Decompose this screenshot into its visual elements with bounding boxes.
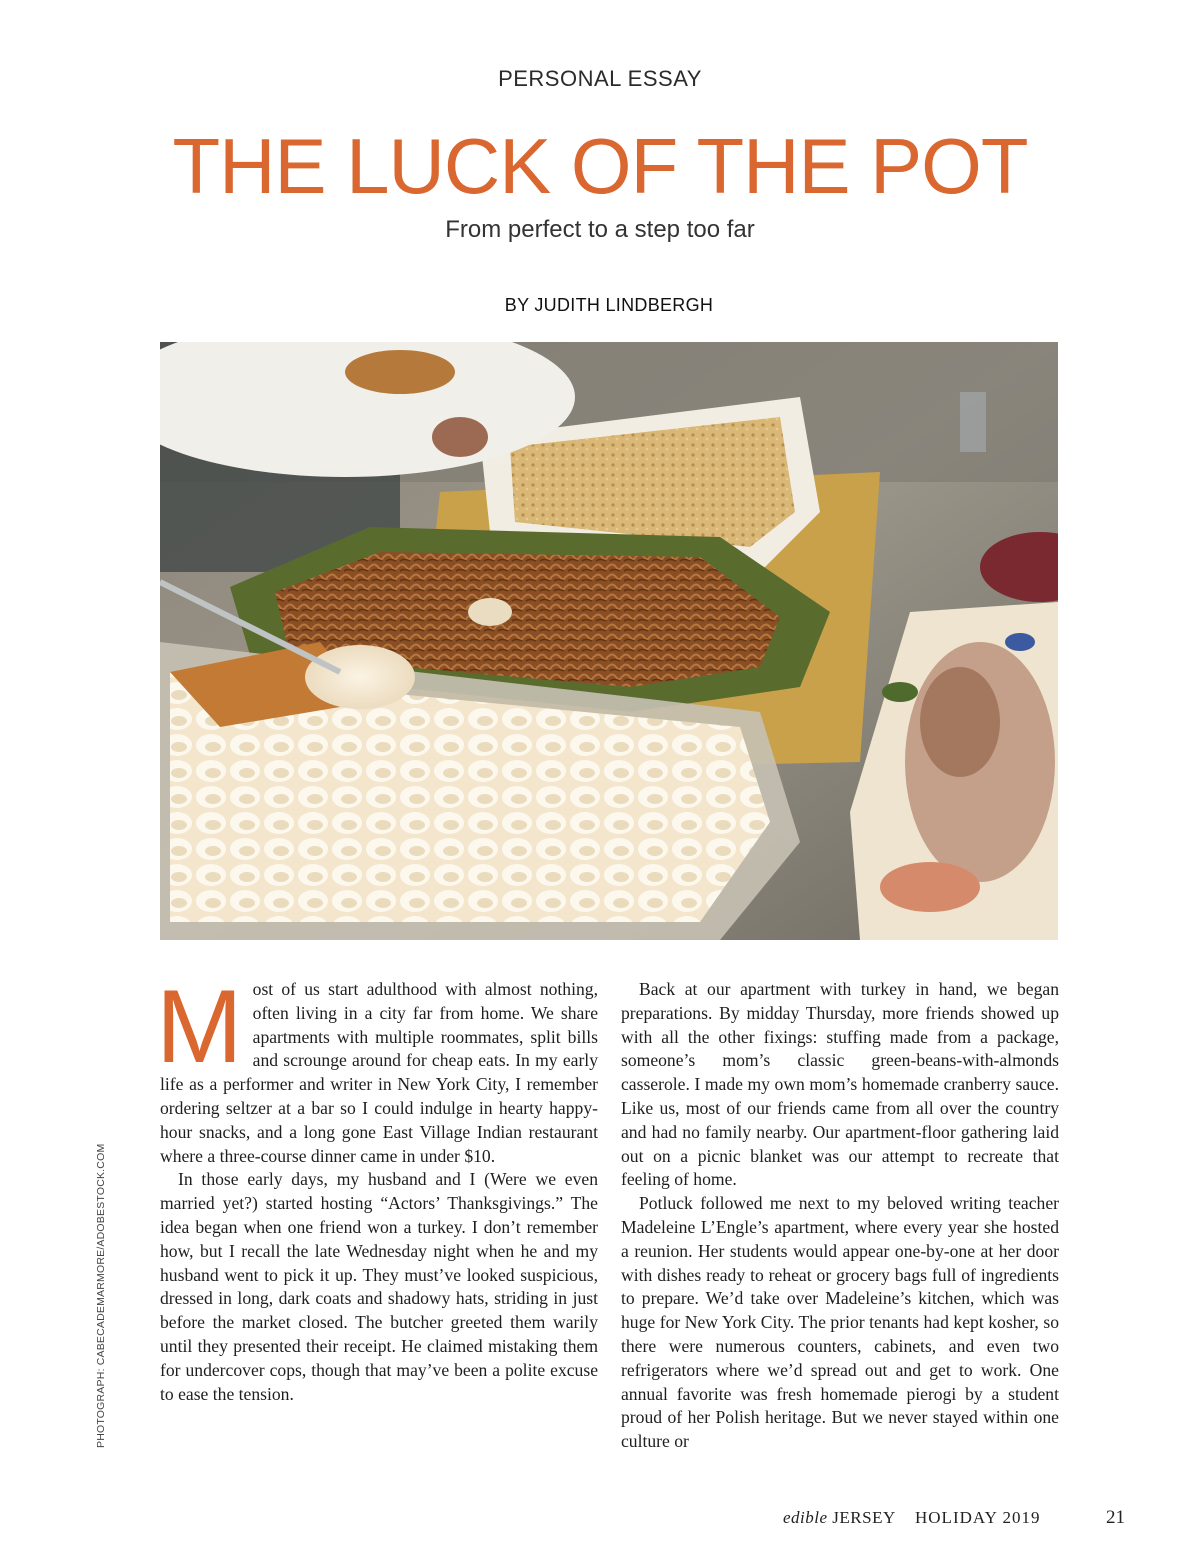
- magazine-name: [783, 1508, 896, 1528]
- drop-cap: M: [156, 969, 243, 1085]
- byline: BY JUDITH LINDBERGH: [504, 295, 714, 315]
- article-column-right: [621, 978, 1059, 1454]
- paragraph: In those early days, my husband and I (Were we even married yet?) started hosting “Actors’ Thanksgivings.” The idea began when one friend won a turkey. I don’t remember how, but I recall the late Wednesday night when he and my husband went to pick it up. They must’ve looked suspicious, dressed in long, dark coats and shadowy hats, striding in just before the market closed. The butcher greeted them warily until they presented their receipt. He claimed mistaking them for undercover cops, though that may’ve been a polite excuse to ease the tension.: [160, 1169, 598, 1404]
- paragraph: Back at our apartment with turkey in hand, we began preparations. By midday Thursday, more friends showed up with all the other fixings: stuffing made from a package, someone’s mom’s classic green-beans-with-almonds casserole. I made my own mom’s homemade cranberry sauce. Like us, most of our friends came from all over the country and had no family nearby. Our apartment-floor gathering laid out on a picnic blanket was our attempt to recreate that feeling of home.: [621, 979, 1059, 1190]
- section-kicker: PERSONAL ESSAY: [498, 66, 702, 91]
- paragraph: ost of us start adulthood with almost nothing, often living in a city far from home. We share apartments with multiple roommates, split bills and scrounge around for cheap eats. In my early life as a performer and writer in New York City, I remember ordering seltzer at a bar so I could indulge in hearty happy-hour snacks, and a long gone East Village Indian restaurant where a three-course dinner came in under $10.: [160, 979, 598, 1166]
- photo-credit: PHOTOGRAPH: CABECADEMARMORE/ADOBESTOCK.COM: [95, 1143, 107, 1448]
- article-title: THE LUCK OF THE POT: [172, 122, 1028, 210]
- magazine-name-region: JERSEY: [832, 1508, 896, 1527]
- issue-label: HOLIDAY 2019: [915, 1508, 1041, 1527]
- article-column-left: [156, 969, 598, 1406]
- page-number: 21: [1106, 1507, 1125, 1528]
- paragraph: Potluck followed me next to my beloved writing teacher Madeleine L’Engle’s apartment, where every year she hosted a reunion. Her students would appear one-by-one at her door with dishes ready to reheat or grocery bags full of ingredients to prepare. We’d take over Madeleine’s kitchen, which was huge for New York City. The prior tenants had kept kosher, so there were numerous counters, cabinets, and even two refrigerators where we’d spread out and get to work. One annual favorite was fresh homemade pierogi by a student proud of her Polish heritage. But we never stayed within one culture or: [621, 1193, 1059, 1452]
- article-subtitle: From perfect to a step too far: [445, 216, 755, 243]
- magazine-name-italic: edible: [783, 1508, 828, 1527]
- potluck-photo: [160, 342, 1058, 940]
